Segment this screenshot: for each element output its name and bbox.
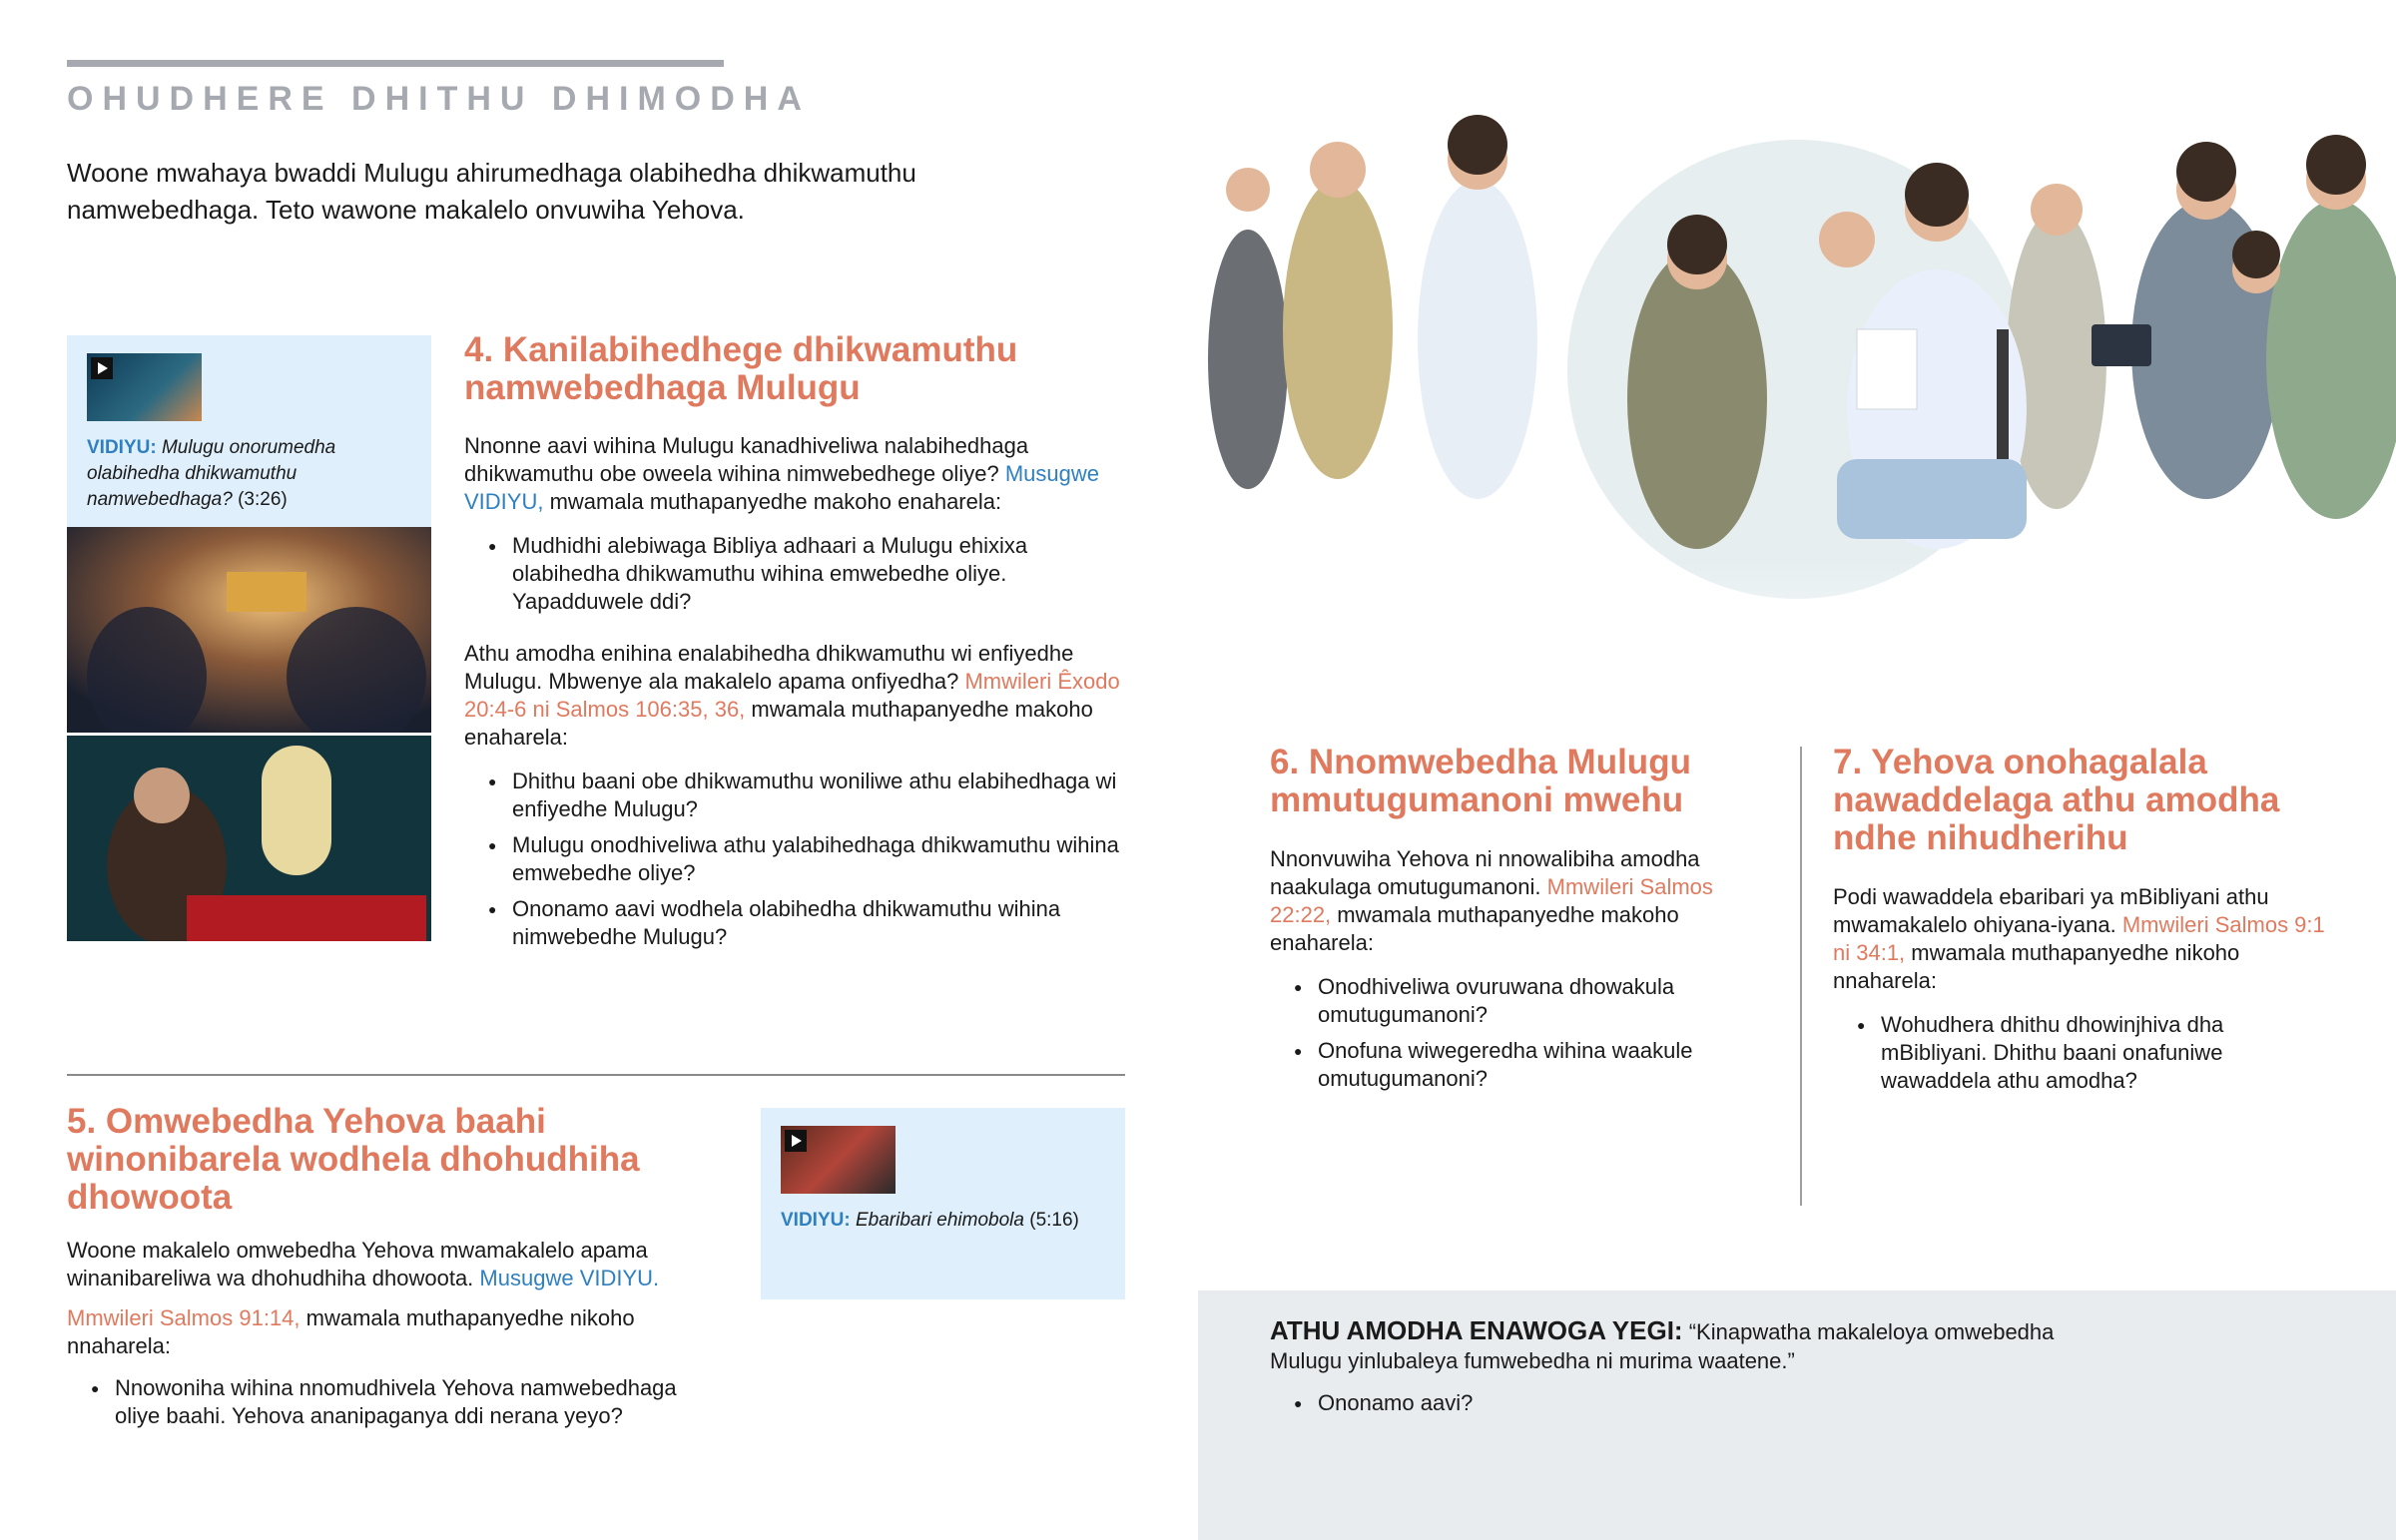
section-6-paragraph: Nnonvuwiha Yehova ni nnowalibiha amodha naakulaga omutugumanoni. Mmwileri Salmos 22:22, mwamala muthapanyedhe makoho enaharela: xyxy=(1270,846,1713,955)
section-6 xyxy=(1270,744,1774,1101)
play-icon xyxy=(91,357,113,379)
section-5 xyxy=(67,1103,726,1438)
list-item: ● Wohudhera dhithu dhowinjhiva dha mBibliyani. Dhithu baani onafuniwe wawaddela athu amodha? xyxy=(1833,1011,2332,1095)
video-box-1[interactable] xyxy=(67,335,431,527)
video-duration: (5:16) xyxy=(1029,1210,1079,1231)
section-label: OHUDHERE DHITHU DHIMODHA xyxy=(67,80,811,118)
section-4-questions-2 xyxy=(464,768,1133,951)
column-divider xyxy=(1800,747,1802,1206)
scripture-reference[interactable]: Mmwileri Salmos 91:14, xyxy=(67,1305,300,1330)
video-label: VIDIYU: xyxy=(781,1210,851,1231)
section-6-questions xyxy=(1270,973,1774,1093)
video-label: VIDIYU: xyxy=(87,437,157,458)
divider xyxy=(67,1074,1125,1076)
section-7-questions xyxy=(1833,1011,2332,1095)
list-item: ● Dhithu baani obe dhikwamuthu woniliwe athu elabihedhaga wi enfiyedhe Mulugu? xyxy=(464,768,1133,823)
list-item: ● Onofuna wiwegeredha wihina waakule omutugumanoni? xyxy=(1270,1037,1774,1093)
section-5-paragraph-1: Woone makalelo omwebedha Yehova mwamakalelo apama winanibareliwa wa dhohudhiha dhowoota. Musugwe VIDIYU. xyxy=(67,1238,660,1290)
scripture-reference[interactable]: Mmwileri Salmos 9:1 ni 34:1, xyxy=(1833,912,2325,965)
section-7 xyxy=(1833,744,2332,1103)
list-item: ● Nnowoniha wihina nnomudhivela Yehova namwebedhaga oliye baahi. Yehova ananipaganya ddi nerana yeyo? xyxy=(67,1374,726,1430)
quote-block xyxy=(1270,1316,2089,1425)
quote-lead: ATHU AMODHA ENAWOGA YEGI: xyxy=(1270,1315,1683,1345)
video-title: Mulugu onorumedha olabihedha dhikwamuthu namwebedhaga? xyxy=(87,437,336,510)
section-6-heading: 6. Nnomwebedha Mulugu mmutugumanoni mwehu xyxy=(1270,743,1691,819)
list-item: ● Ononamo aavi wodhela olabihedha dhikwamuthu wihina nimwebedhe Mulugu? xyxy=(464,895,1133,951)
section-4 xyxy=(464,331,1133,959)
scripture-reference[interactable]: Mmwileri Êxodo 20:4-6 ni Salmos 106:35, 36, xyxy=(464,669,1120,722)
section-4-questions-1 xyxy=(464,532,1133,616)
section-5-heading: 5. Omwebedha Yehova baahi winonibarela wodhela dhohudhiha dhowoota xyxy=(67,1102,640,1217)
watch-video-link[interactable]: Musugwe VIDIYU. xyxy=(479,1266,660,1290)
section-4-paragraph-1: Nnonne aavi wihina Mulugu kanadhiveliwa nalabihedhaga dhikwamuthu obe oweela wihina nimwebedhege oliye? Musugwe VIDIYU, mwamala muthapanyedhe makoho enaharela: xyxy=(464,433,1099,514)
section-7-paragraph: Podi wawaddela ebaribari ya mBibliyani athu mwamakalelo ohiyana-iyana. Mmwileri Salmos 9:1 ni 34:1, mwamala muthapanyedhe nikoho nnaharela: xyxy=(1833,884,2325,993)
list-item: ● Ononamo aavi? xyxy=(1270,1389,2089,1417)
video-caption xyxy=(781,1208,1110,1234)
section-4-heading: 4. Kanilabihedhege dhikwamuthu namwebedhaga Mulugu xyxy=(464,330,1018,407)
video-title: Ebaribari ehimobola xyxy=(855,1210,1024,1231)
quote-questions xyxy=(1270,1389,2089,1417)
play-icon xyxy=(785,1130,807,1152)
illustration-man-praying xyxy=(67,736,431,941)
section-5-questions xyxy=(67,1374,726,1430)
illustration-congregation-meeting xyxy=(1198,110,2396,709)
intro-text: Woone mwahaya bwaddi Mulugu ahirumedhaga olabihedha dhikwamuthu namwebedhaga. Teto wawone makalelo onvuwiha Yehova. xyxy=(67,158,916,225)
scripture-reference[interactable]: Mmwileri Salmos 22:22, xyxy=(1270,874,1713,927)
illustration-golden-calf xyxy=(67,527,431,733)
list-item: ● Mudhidhi alebiwaga Bibliya adhaari a Mulugu ehixixa olabihedha dhikwamuthu wihina emwebedhe oliye. Yapadduwele ddi? xyxy=(464,532,1133,616)
quote-panel xyxy=(1198,1290,2396,1540)
section-7-heading: 7. Yehova onohagalala nawaddelaga athu amodha ndhe nihudherihu xyxy=(1833,743,2280,857)
video-caption xyxy=(87,435,416,513)
quote-text: ATHU AMODHA ENAWOGA YEGI: “Kinapwatha makaleloya omwebedha Mulugu yinlubaleya fumwebedha ni murima waatene.” xyxy=(1270,1315,2055,1373)
video-thumbnail[interactable] xyxy=(87,353,202,421)
header-rule xyxy=(67,60,724,67)
video-thumbnail[interactable] xyxy=(781,1126,896,1194)
video-duration: (3:26) xyxy=(238,489,288,510)
section-5-paragraph-2: Mmwileri Salmos 91:14, mwamala muthapanyedhe nikoho nnaharela: xyxy=(67,1305,635,1358)
list-item: ● Mulugu onodhiveliwa athu yalabihedhaga dhikwamuthu wihina emwebedhe oliye? xyxy=(464,831,1133,887)
list-item: ● Onodhiveliwa ovuruwana dhowakula omutugumanoni? xyxy=(1270,973,1774,1029)
section-4-paragraph-2: Athu amodha enihina enalabihedha dhikwamuthu wi enfiyedhe Mulugu. Mbwenye ala makalelo apama onfiyedha? Mmwileri Êxodo 20:4-6 ni Salmos 106:35, 36, mwamala muthapanyedhe makoho enaharela: xyxy=(464,641,1120,750)
watch-video-link[interactable]: Musugwe VIDIYU, xyxy=(464,461,1099,514)
video-box-2[interactable] xyxy=(761,1108,1125,1299)
